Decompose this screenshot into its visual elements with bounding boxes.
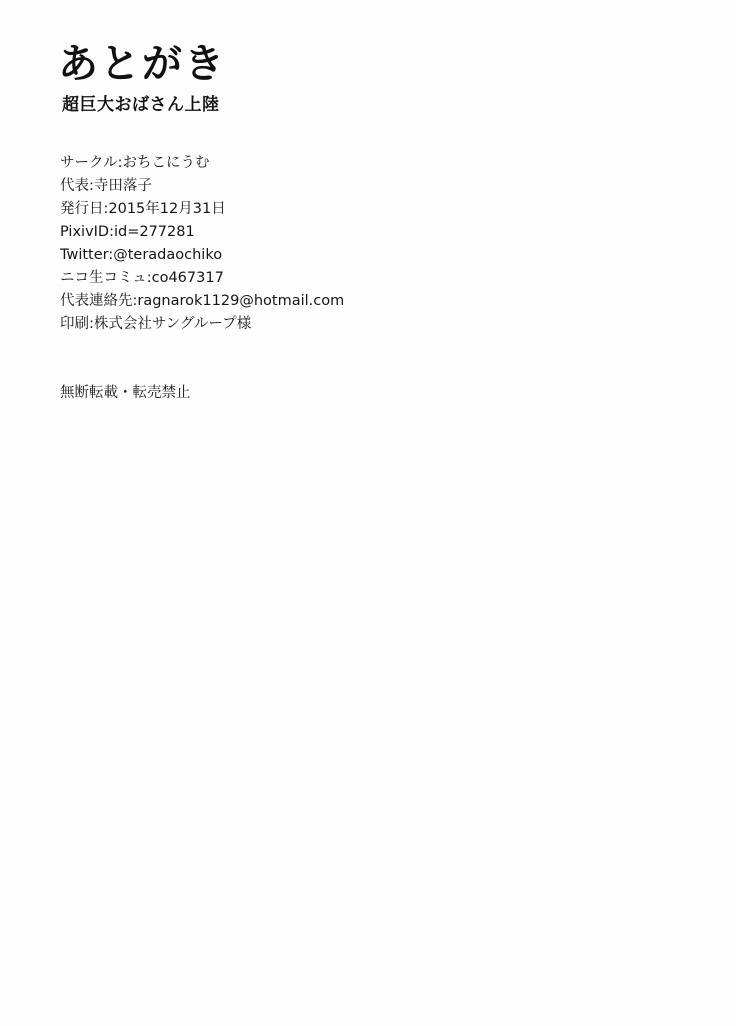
- info-line-contact-email: 代表連絡先:ragnarok1129@hotmail.com: [60, 293, 345, 309]
- notice-text: 無断転載・転売禁止: [60, 385, 191, 401]
- info-line-circle: サークル:おちこにうむ: [60, 155, 210, 171]
- info-line-representative: 代表:寺田落子: [60, 178, 152, 194]
- info-line-twitter: Twitter:@teradaochiko: [60, 247, 223, 263]
- info-line-pixiv-id: PixivID:id=277281: [60, 224, 195, 240]
- page-heading: [58, 42, 226, 115]
- info-line-niconico-community: ニコ生コミュ:co467317: [60, 270, 224, 286]
- page-subtitle: 超巨大おばさん上陸: [62, 95, 220, 115]
- page-title: あとがき: [58, 41, 226, 87]
- info-line-printer: 印刷:株式会社サングループ様: [60, 316, 252, 332]
- copyright-notice: [60, 382, 191, 405]
- colophon-info-list: [60, 152, 344, 336]
- info-line-publication-date: 発行日:2015年12月31日: [60, 201, 226, 217]
